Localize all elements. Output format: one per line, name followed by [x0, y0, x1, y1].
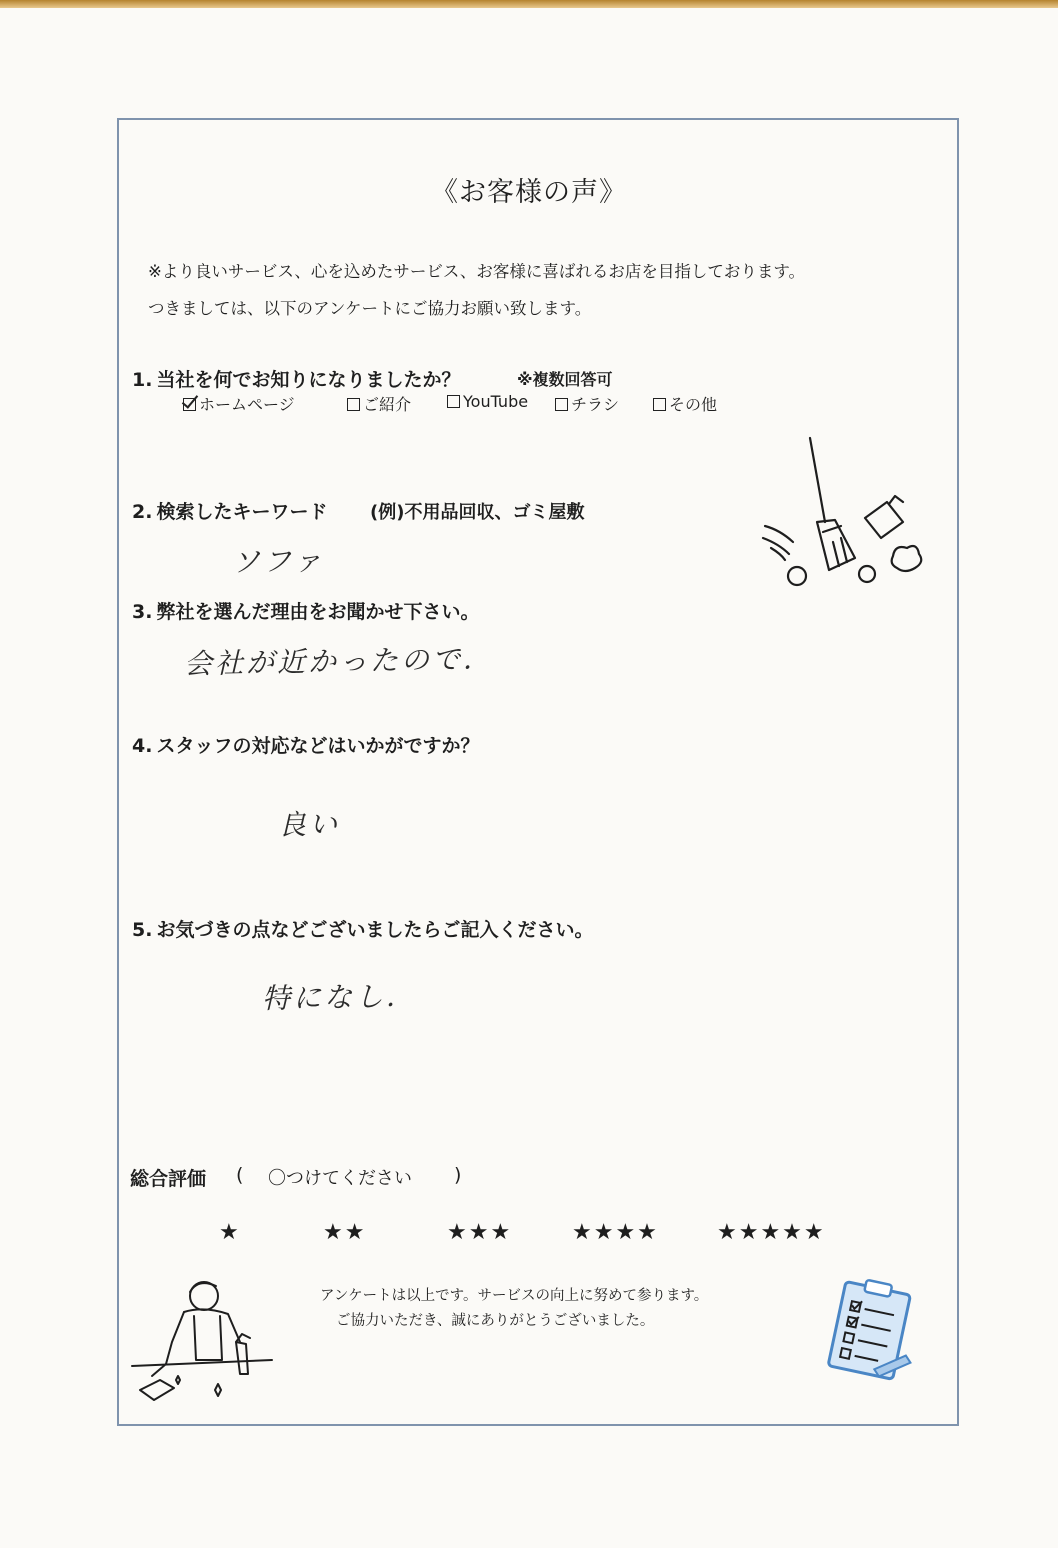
option-label: YouTube	[463, 392, 529, 411]
question-3-number: 3.	[132, 601, 153, 623]
question-1-text: 当社を何でお知りになりましたか？	[156, 369, 461, 391]
option-label: チラシ	[571, 395, 620, 414]
question-2	[132, 497, 327, 524]
checkbox[interactable]	[555, 398, 568, 411]
rating-instruction: 〇つけてください	[268, 1168, 412, 1189]
question-2-text: 検索したキーワード	[156, 501, 328, 523]
broom-dustpan-icon	[755, 430, 930, 590]
rating-1-star[interactable]: ★	[219, 1220, 241, 1245]
question-1-note: ※複数回答可	[517, 370, 613, 389]
question-5	[132, 915, 593, 942]
question-4-text: スタッフの対応などはいかがですか？	[156, 735, 480, 757]
question-4	[132, 731, 479, 758]
clipboard-checklist-icon	[822, 1278, 922, 1386]
question-1	[132, 365, 460, 392]
rating-close-paren: )	[454, 1164, 462, 1186]
closing-line-1: アンケートは以上です。サービスの向上に努めて参ります。	[320, 1288, 709, 1304]
question-3	[132, 597, 479, 624]
rating-label: 総合評価	[130, 1168, 207, 1190]
rating-4-stars[interactable]: ★★★★	[572, 1220, 659, 1245]
option-homepage[interactable]	[183, 392, 295, 415]
answer-4-handwritten[interactable]: 良い	[277, 807, 341, 842]
closing-line-2: ご協力いただき、誠にありがとうございました。	[336, 1313, 655, 1329]
answer-2-handwritten[interactable]: ソファ	[231, 544, 325, 579]
intro-line-2: つきましては、以下のアンケートにご協力お願い致します。	[148, 299, 592, 318]
option-referral[interactable]	[347, 392, 411, 415]
option-other[interactable]	[653, 392, 717, 415]
option-label: ご紹介	[363, 395, 412, 414]
intro-line-1: ※より良いサービス、心を込めたサービス、お客様に喜ばれるお店を目指しております。	[148, 262, 805, 281]
checkbox-checked[interactable]	[183, 398, 196, 411]
question-2-number: 2.	[132, 501, 153, 523]
rating-5-stars[interactable]: ★★★★★	[717, 1220, 826, 1245]
option-flyer[interactable]	[555, 392, 619, 415]
option-label: その他	[669, 395, 718, 414]
rating-open-paren: (	[236, 1164, 244, 1186]
option-label: ホームページ	[199, 395, 295, 414]
cleaning-staff-icon	[132, 1272, 277, 1407]
checkbox[interactable]	[347, 398, 360, 411]
checkbox[interactable]	[447, 395, 460, 408]
option-youtube[interactable]	[447, 392, 528, 411]
question-4-number: 4.	[132, 735, 153, 757]
question-5-text: お気づきの点などございましたらご記入ください。	[156, 919, 594, 941]
rating-3-stars[interactable]: ★★★	[447, 1220, 513, 1245]
checkbox[interactable]	[653, 398, 666, 411]
question-3-text: 弊社を選んだ理由をお聞かせ下さい。	[156, 601, 480, 623]
question-5-number: 5.	[132, 919, 153, 941]
rating-2-stars[interactable]: ★★	[323, 1220, 367, 1245]
page-title: 《お客様の声》	[431, 177, 627, 208]
answer-3-handwritten[interactable]: 会社が近かったので.	[183, 642, 476, 681]
answer-5-handwritten[interactable]: 特になし.	[261, 979, 399, 1016]
question-1-number: 1.	[132, 369, 153, 391]
top-edge	[0, 0, 1058, 8]
question-2-example: (例)不用品回収、ゴミ屋敷	[370, 502, 585, 523]
